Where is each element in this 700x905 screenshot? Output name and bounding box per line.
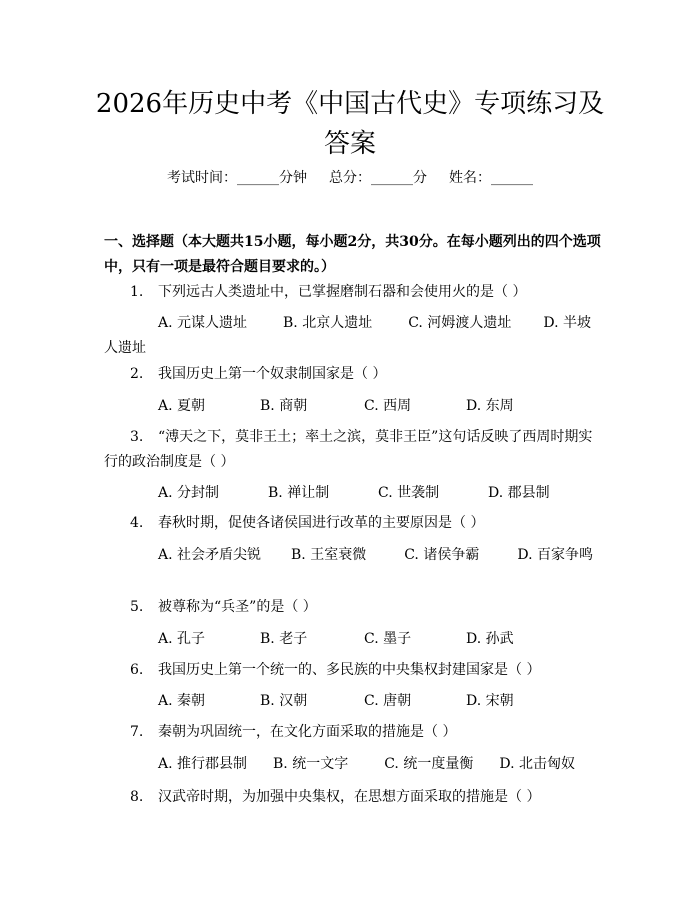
option-d: D. 孙武 (466, 631, 514, 647)
question-number: 2. (130, 366, 144, 382)
page-title: 2026年历史中考《中国古代史》专项练习及答案 (95, 89, 605, 159)
question-text: 我国历史上第一个奴隶制国家是（ ） (158, 366, 387, 382)
option-a: A. 分封制 (158, 485, 220, 501)
option-a: A. 元谋人遗址 (158, 315, 248, 331)
question-3-options (104, 481, 604, 506)
option-d: D. 北击匈奴 (499, 756, 575, 772)
option-b: B. 统一文字 (273, 756, 349, 772)
question-number: 4. (130, 515, 144, 531)
question-5 (104, 595, 604, 620)
option-d: D. 半坡人遗址 (104, 315, 591, 356)
option-a: A. 孔子 (158, 631, 206, 647)
question-8 (104, 785, 604, 810)
option-d: D. 宋朝 (466, 693, 514, 709)
question-2-options (104, 394, 604, 419)
option-a: A. 社会矛盾尖锐 (158, 547, 262, 563)
option-a: A. 推行郡县制 (158, 756, 248, 772)
question-text: “溥天之下，莫非王土；率土之滨，莫非王臣”这句话反映了西周时期实行的政治制度是（ ） (104, 429, 593, 470)
option-c: C. 西周 (364, 398, 412, 414)
question-text: 我国历史上第一个统一的、多民族的中央集权封建国家是（ ） (158, 662, 541, 678)
option-a: A. 夏朝 (158, 398, 206, 414)
question-number: 7. (130, 724, 144, 740)
option-b: B. 王室衰微 (291, 547, 367, 563)
question-1 (104, 280, 604, 305)
option-b: B. 北京人遗址 (283, 315, 373, 331)
question-number: 1. (130, 284, 144, 300)
option-b: B. 汉朝 (260, 693, 308, 709)
question-text: 汉武帝时期，为加强中央集权，在思想方面采取的措施是（ ） (158, 789, 541, 805)
option-c: C. 统一度量衡 (384, 756, 474, 772)
question-4 (104, 511, 604, 536)
name-field: 姓名：______ (449, 170, 533, 186)
question-text: 下列远古人类遗址中，已掌握磨制石器和会使用火的是（ ） (158, 284, 527, 300)
question-1-options (104, 311, 604, 361)
question-6 (104, 658, 604, 683)
question-number: 8. (130, 789, 144, 805)
question-7-options (104, 752, 604, 777)
option-b: B. 老子 (260, 631, 308, 647)
question-7 (104, 720, 604, 745)
option-b: B. 禅让制 (268, 485, 330, 501)
question-4-options (104, 543, 604, 568)
option-d: D. 百家争鸣 (517, 547, 593, 563)
exam-info (0, 168, 700, 188)
option-b: B. 商朝 (260, 398, 308, 414)
total-score-field: 总分：______分 (329, 170, 427, 186)
question-2 (104, 362, 604, 387)
question-3 (104, 425, 604, 475)
question-5-options (104, 627, 604, 652)
question-number: 5. (130, 599, 144, 615)
option-d: D. 东周 (466, 398, 514, 414)
option-c: C. 诸侯争霸 (404, 547, 480, 563)
option-c: C. 墨子 (364, 631, 412, 647)
question-number: 3. (130, 429, 144, 445)
option-a: A. 秦朝 (158, 693, 206, 709)
option-c: C. 世袭制 (378, 485, 440, 501)
question-number: 6. (130, 662, 144, 678)
question-text: 被尊称为“兵圣”的是（ ） (158, 599, 317, 615)
option-c: C. 河姆渡人遗址 (408, 315, 512, 331)
question-6-options (104, 689, 604, 714)
question-text: 秦朝为巩固统一，在文化方面采取的措施是（ ） (158, 724, 457, 740)
option-d: D. 郡县制 (488, 485, 550, 501)
question-text: 春秋时期，促使各诸侯国进行改革的主要原因是（ ） (158, 515, 485, 531)
option-c: C. 唐朝 (364, 693, 412, 709)
section-heading: 一、选择题（本大题共15小题，每小题2分，共30分。在每小题列出的四个选项中，只有一项是最符合题目要求的。） (104, 234, 601, 275)
exam-time-field: 考试时间：______分钟 (167, 170, 307, 186)
